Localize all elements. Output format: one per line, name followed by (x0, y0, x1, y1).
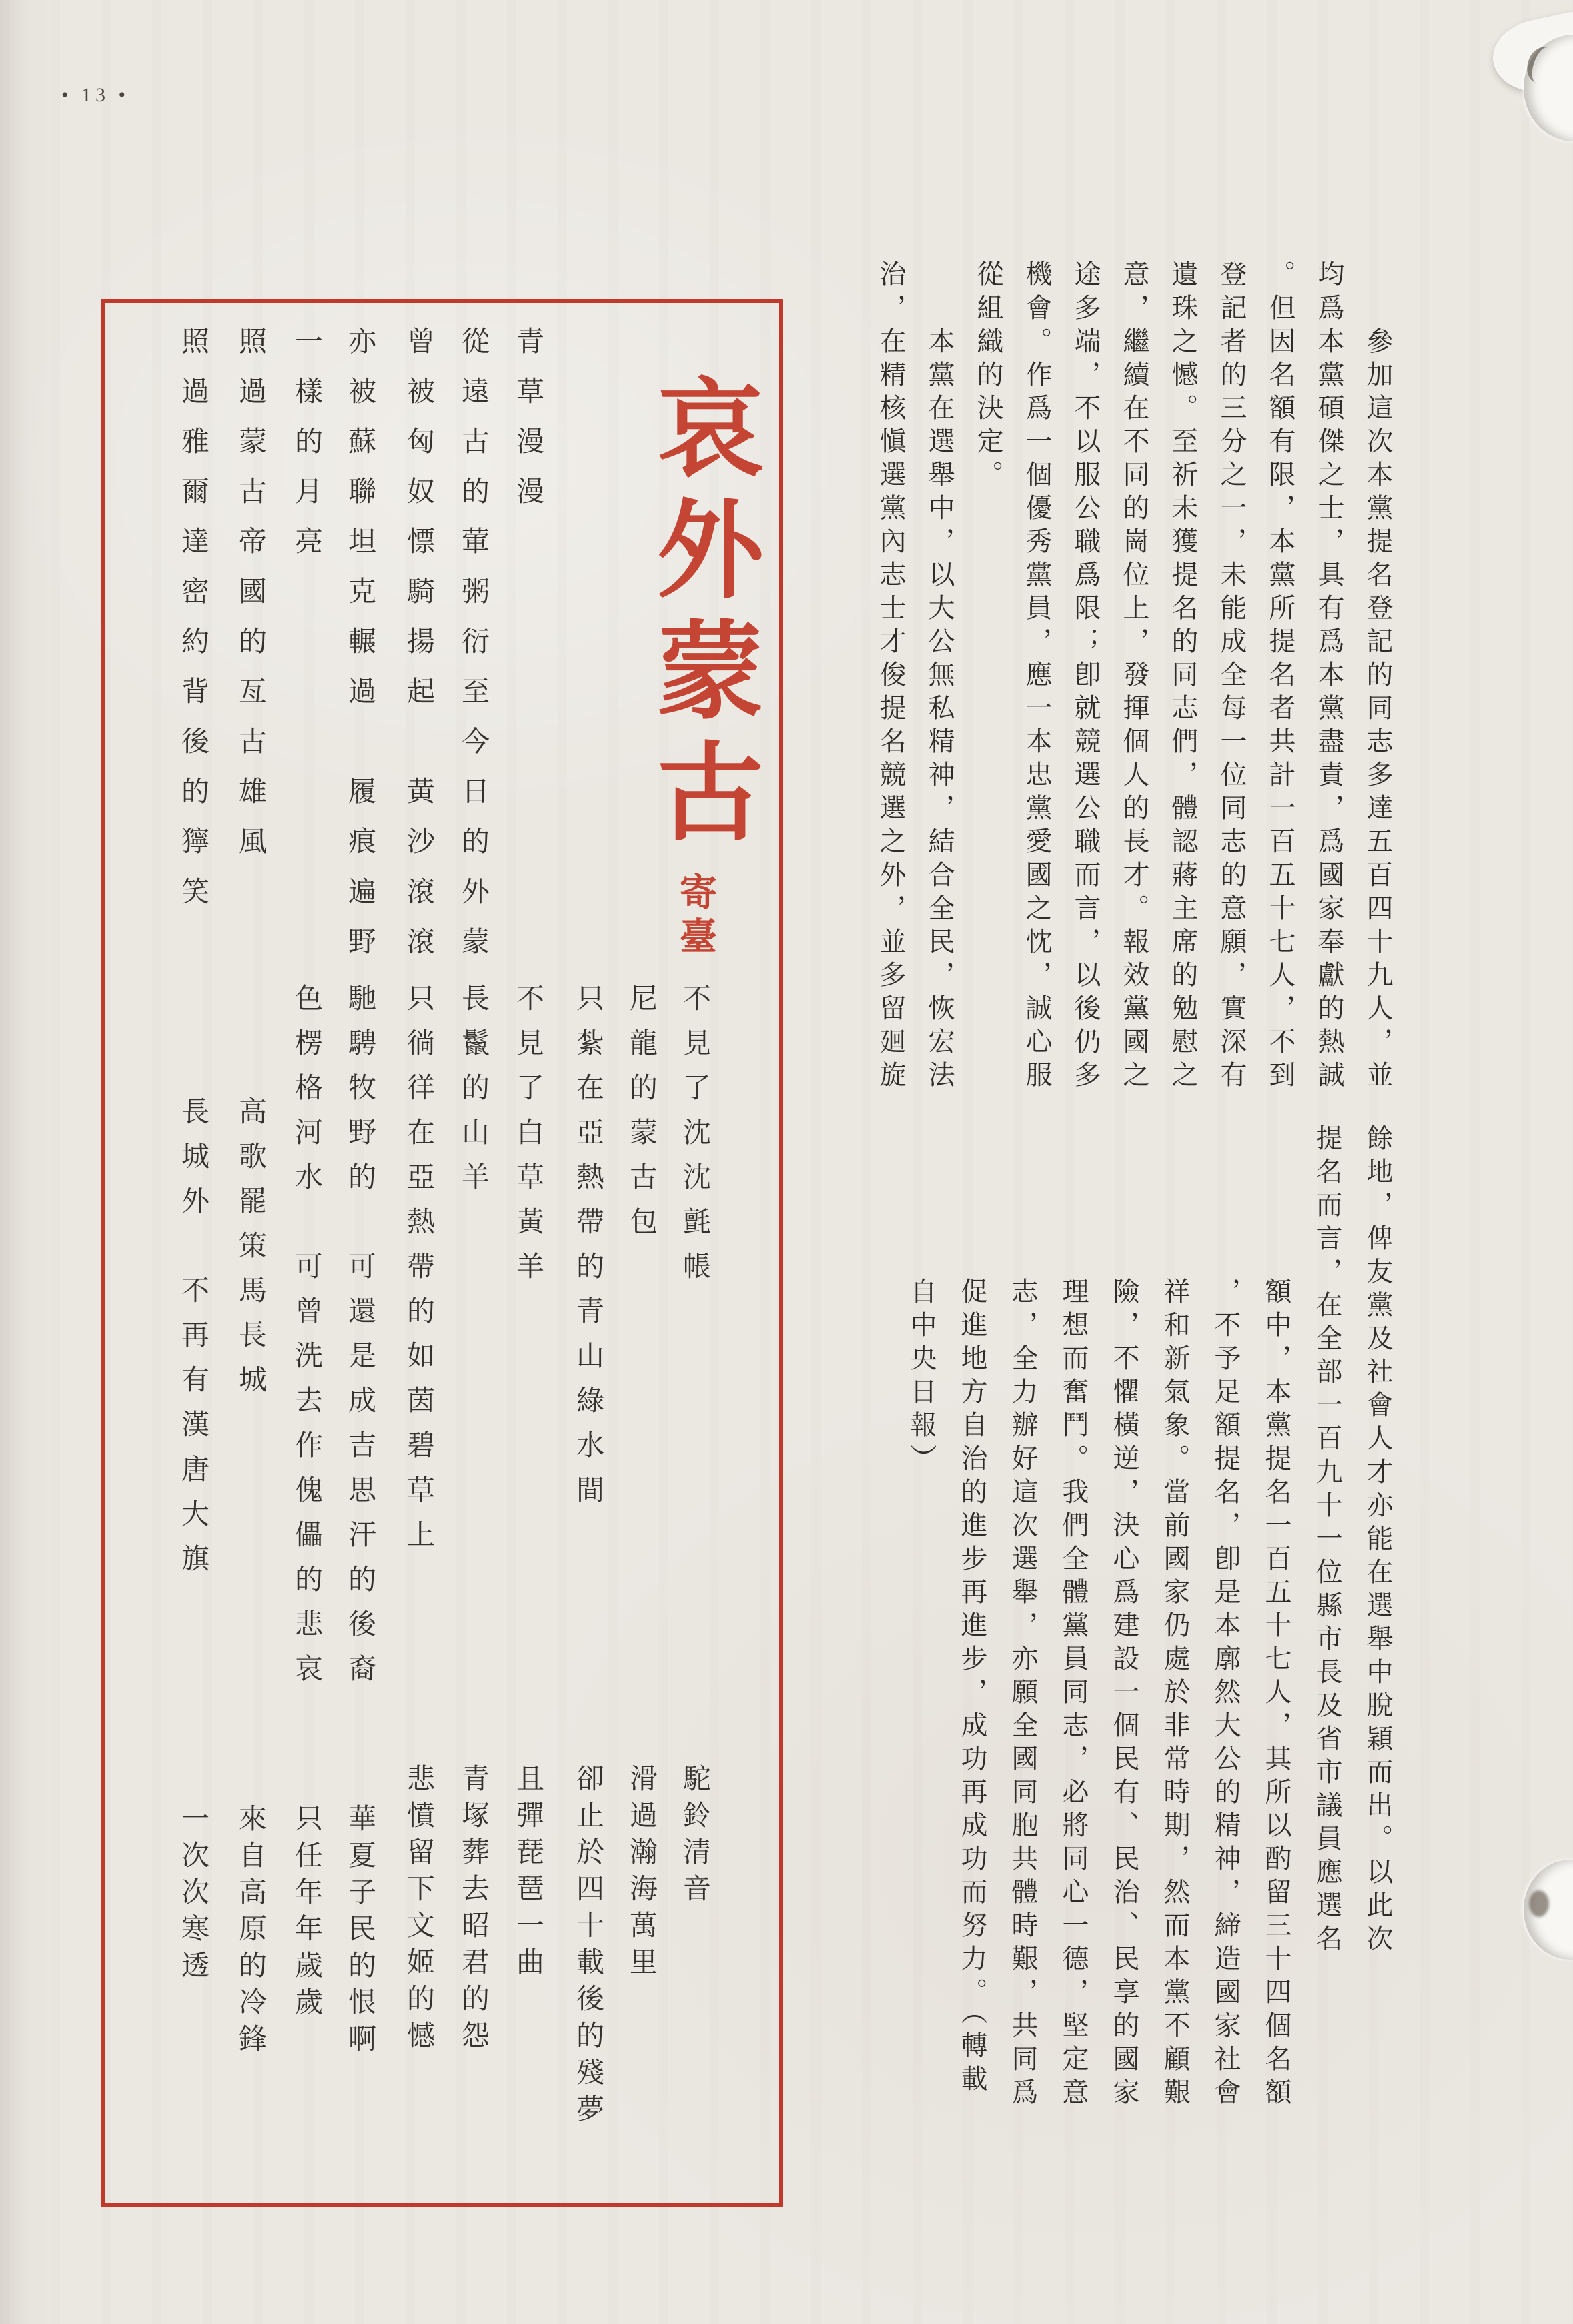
binding-hole-bottom (1524, 1860, 1573, 1960)
poem-verse-line: 馳騁牧野的 可還是成吉思汗的後裔 (344, 983, 375, 1698)
poem-verse-line: 來自高原的冷鋒 (235, 1804, 266, 2061)
article-column: 。但因名額有限，本黨所提名者共計一百五十七人，不到 (1265, 260, 1295, 1094)
poem-verse-line: 只徜徉在亞熱帶的如茵碧草上 (403, 983, 434, 1564)
article-column: 促進地方自治的進步再進步，成功再成功而努力。（轉載 (957, 1277, 987, 2098)
page-number: • 13 • (61, 84, 130, 106)
article-column: 參加這次本黨提名登記的同志多達五百四十九人，並 (1363, 260, 1393, 1094)
poem-verse-line: 長鬣的山羊 (458, 983, 488, 1207)
poem-verse-line: 一次次寒透 (177, 1804, 208, 1987)
poem-title: 哀外蒙古 (641, 372, 760, 858)
poem-verse-line: 一樣的月亮 (291, 326, 322, 576)
article-column: 自中央日報） (907, 1277, 937, 1478)
poem-verse-line: 青塚葬去昭君的怨 (458, 1764, 488, 2057)
article-column: 登記者的三分之一，未能成全每一位同志的意願，實深有 (1217, 260, 1247, 1094)
poem-verse-line: 且彈琵琶一曲 (512, 1764, 543, 1984)
poem-verse-line: 高歌罷策馬長城 (235, 1097, 266, 1409)
poem-verse-line: 亦被蘇聯坦克輾過 履痕遍野 (344, 326, 375, 977)
poem-verse-line: 尼龍的蒙古包 (626, 983, 656, 1251)
article-column: 遺珠之憾。至祈未獲提名的同志們，體認蔣主席的勉慰之 (1168, 260, 1198, 1094)
article-column: 機會。作爲一個優秀黨員，應一本忠黨愛國之忱，誠心服 (1022, 260, 1052, 1094)
poem-verse-line: 只任年年歲歲 (291, 1804, 322, 2024)
article-column: 本黨在選舉中，以大公無私精神，結合全民，恢宏法 (925, 260, 955, 1094)
article-column: 從組織的決定。 (973, 260, 1003, 494)
article-column: 治，在精核愼選黨內志士才俊提名競選之外，並多留廻旋 (876, 260, 906, 1094)
poem-verse-line: 駝鈴清音 (679, 1764, 710, 1910)
poem-verse-line: 青草漫漫 (512, 326, 543, 526)
poem-verse-line: 不見了沈沈氈帳 (679, 983, 710, 1296)
poem-verse-line: 從遠古的葷粥衍至今日的外蒙 (458, 326, 488, 977)
article-block-bottom (884, 1124, 1391, 2118)
poem-subtitle: 寄臺 (674, 873, 716, 961)
article-column: 提名而言，在全部一百九十一位縣市長及省市議員應選名 (1312, 1124, 1342, 1958)
poem-verse-line: 照過雅爾達密約背後的獰笑 (177, 326, 208, 927)
poem-verse-line: 曾被匈奴慓騎揚起 黃沙滾滾 (403, 326, 434, 977)
poem-verse-line: 華夏子民的恨啊 (344, 1804, 375, 2061)
poem-verse-line: 長城外 不再有漢唐大旗 (177, 1097, 208, 1588)
article-column: 志，全力辦好這次選舉，亦願全國同胞共體時艱，共同爲 (1008, 1277, 1038, 2111)
article-column: 意，繼續在不同的崗位上，發揮個人的長才。報效黨國之 (1119, 260, 1149, 1094)
article-column: 額中，本黨提名一百五十七人，其所以酌留三十四個名額 (1261, 1277, 1291, 2111)
article-column: 餘地，俾友黨及社會人才亦能在選舉中脫穎而出。以此次 (1363, 1124, 1393, 1958)
poem-verse-line: 卻止於四十載後的殘夢 (572, 1764, 603, 2131)
article-block-top (855, 260, 1391, 1104)
poem-verse-line: 悲憤留下文姬的憾 (403, 1764, 434, 2057)
article-column: 均爲本黨碩傑之士，具有爲本黨盡責，爲國家奉獻的熱誠 (1314, 260, 1344, 1094)
poem-verse-line: 只紮在亞熱帶的青山綠水間 (572, 983, 603, 1520)
article-column: 理想而奮鬥。我們全體黨員同志，必將同心一德，堅定意 (1059, 1277, 1089, 2111)
poem-verse-line: 色楞格河水 可曾洗去作傀儡的悲哀 (291, 983, 322, 1698)
article-column: 險，不懼橫逆，決心爲建設一個民有、民治、民享的國家 (1109, 1277, 1139, 2111)
poem-verse-line: 照過蒙古帝國的亙古雄風 (235, 326, 266, 877)
article-column: 祥和新氣象。當前國家仍處於非常時期，然而本黨不顧艱 (1160, 1277, 1190, 2111)
poem-verse-line: 不見了白草黃羊 (512, 983, 543, 1296)
article-column: ，不予足額提名，卽是本廓然大公的精神，締造國家社會 (1211, 1277, 1241, 2111)
article-column: 途多端，不以服公職爲限；卽就競選公職而言，以後仍多 (1071, 260, 1101, 1094)
poem-box (101, 299, 783, 2207)
poem-verse-line: 滑過瀚海萬里 (626, 1764, 656, 1984)
